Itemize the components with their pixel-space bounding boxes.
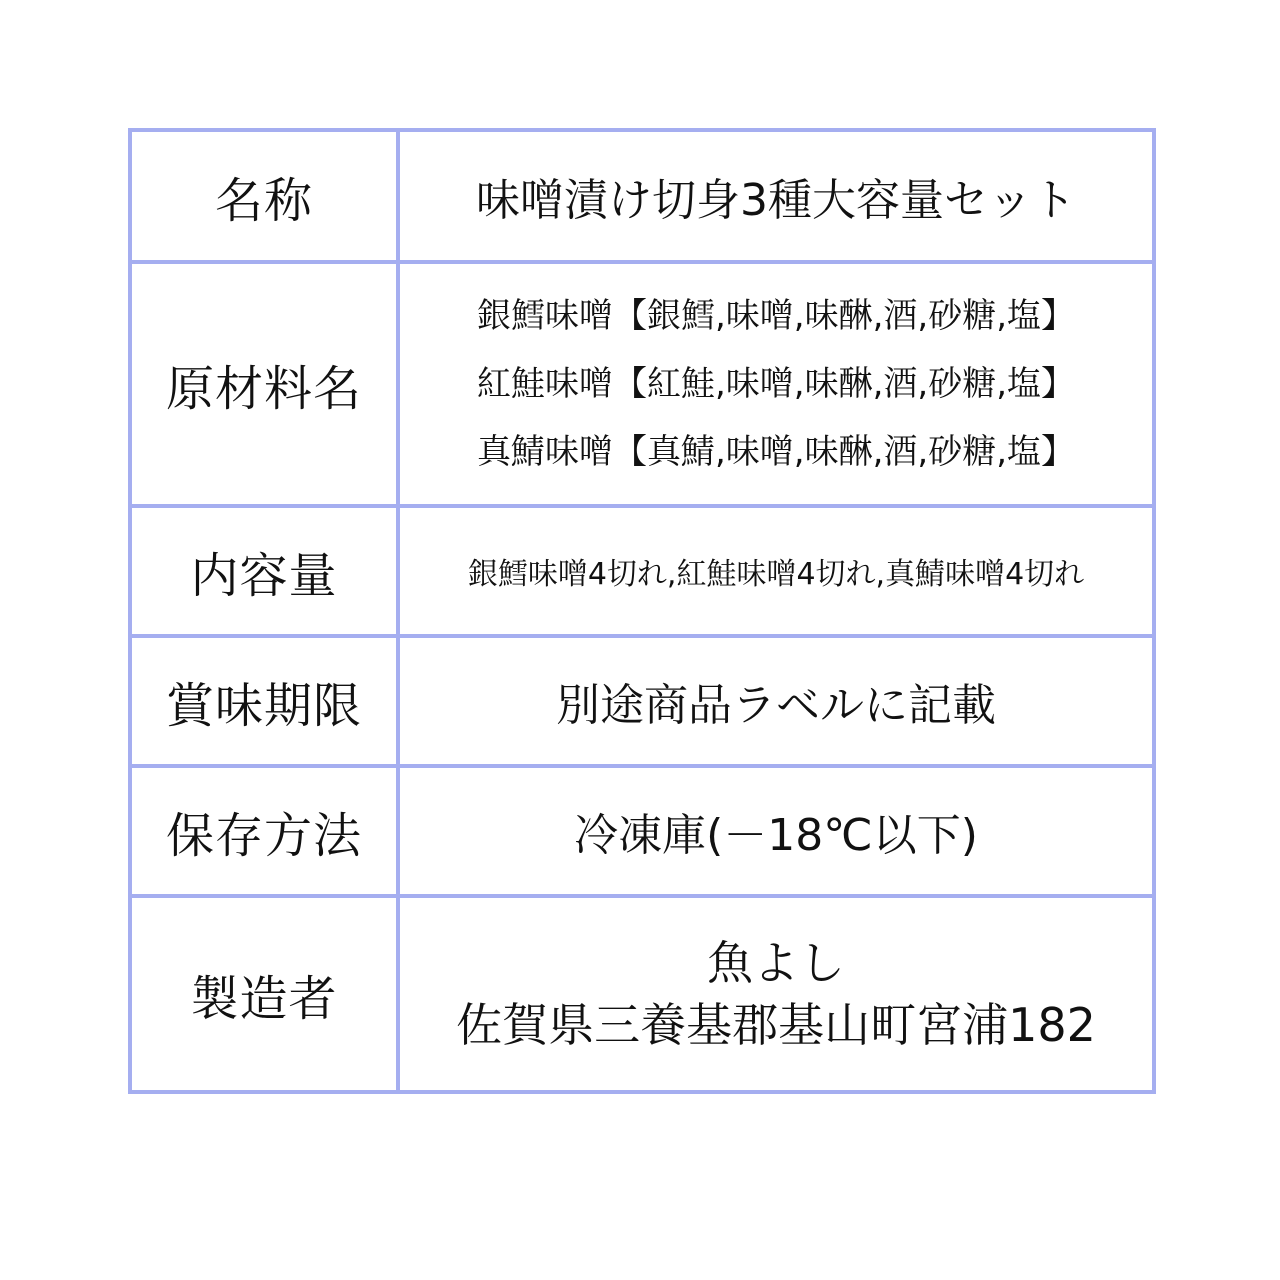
table-row-contents <box>130 506 1154 636</box>
row-label-contents: 内容量 <box>190 547 338 604</box>
row-label-cell <box>130 896 398 1092</box>
row-label-cell <box>130 636 398 766</box>
contents-value: 銀鱈味噌4切れ,紅鮭味噌4切れ,真鯖味噌4切れ <box>467 557 1085 592</box>
storage-value: 冷凍庫(－18℃以下) <box>574 810 978 861</box>
row-label-cell <box>130 506 398 636</box>
row-label-cell <box>130 130 398 262</box>
ingredient-line: 真鯖味噌【真鯖,味噌,味醂,酒,砂糖,塩】 <box>476 432 1076 472</box>
row-value-cell <box>398 506 1154 636</box>
row-value-cell <box>398 766 1154 896</box>
table-row-manufacturer <box>130 896 1154 1092</box>
row-label-cell <box>130 766 398 896</box>
row-value-cell <box>398 636 1154 766</box>
row-label-best-before: 賞味期限 <box>165 677 362 734</box>
row-label-cell <box>130 262 398 506</box>
product-name: 味噌漬け切身3種大容量セット <box>476 175 1076 226</box>
table-row-storage <box>130 766 1154 896</box>
row-value-cell <box>398 130 1154 262</box>
row-value-cell <box>398 896 1154 1092</box>
product-spec-table <box>128 128 1156 1094</box>
row-label-ingredients: 原材料名 <box>165 360 362 417</box>
ingredient-line: 銀鱈味噌【銀鱈,味噌,味醂,酒,砂糖,塩】 <box>476 296 1076 336</box>
manufacturer-name: 魚よし <box>707 936 845 990</box>
ingredient-line: 紅鮭味噌【紅鮭,味噌,味醂,酒,砂糖,塩】 <box>476 364 1076 404</box>
row-label-name: 名称 <box>214 172 313 229</box>
table-row-best-before <box>130 636 1154 766</box>
ingredients-list <box>400 282 1152 486</box>
table-row-name <box>130 130 1154 262</box>
row-label-storage: 保存方法 <box>165 807 362 864</box>
table-row-ingredients <box>130 262 1154 506</box>
manufacturer-address: 佐賀県三養基郡基山町宮浦182 <box>456 998 1096 1052</box>
best-before-value: 別途商品ラベルに記載 <box>556 680 996 731</box>
manufacturer-info <box>400 932 1152 1056</box>
row-label-manufacturer: 製造者 <box>190 970 338 1027</box>
row-value-cell <box>398 262 1154 506</box>
